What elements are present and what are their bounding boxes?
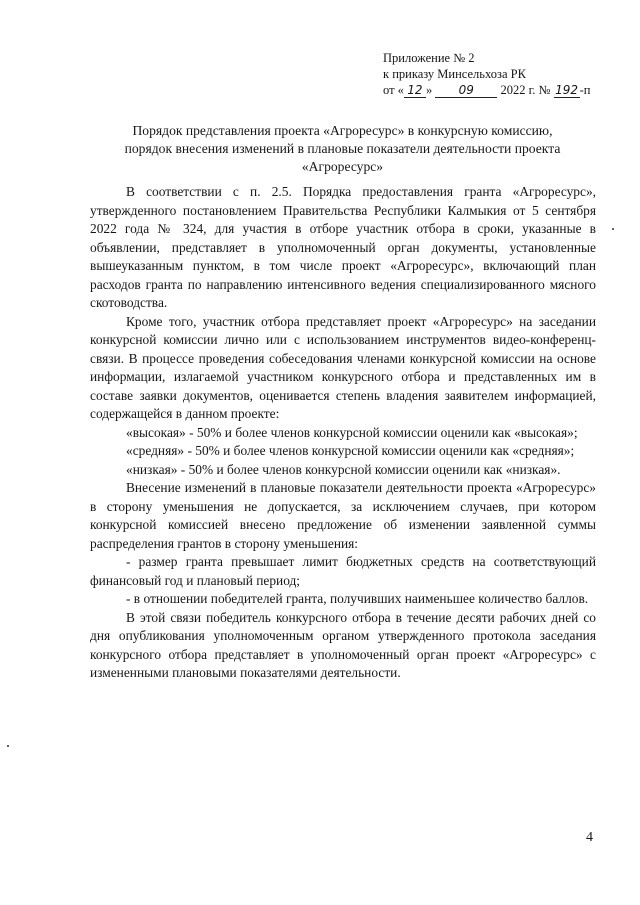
approval-date-line bbox=[383, 82, 613, 98]
date-prefix: от « bbox=[383, 83, 404, 97]
approval-suffix: -п bbox=[579, 83, 591, 97]
document-title bbox=[95, 122, 590, 176]
paragraph-winner-obligation: В этой связи победитель конкурсного отбора в течение десяти рабочих дней со дня опубликования уполномоченным органом утвержденного протокола заседания конкурсного отбора представляет в уполномоченный орган проект «Агроресурс» с измененными плановыми показателями деятельности. bbox=[90, 609, 596, 680]
scan-speck bbox=[612, 228, 614, 230]
paragraph-rating-low: «низкая» - 50% и более членов конкурсной комиссии оценили как «низкая». bbox=[126, 461, 561, 477]
title-line-1: Порядок представления проекта «Агроресурс» в конкурсную комиссию, bbox=[132, 123, 553, 138]
approval-block bbox=[383, 50, 613, 98]
paragraph-rating-medium: «средняя» - 50% и более членов конкурсной комиссии оценили как «средняя»; bbox=[126, 443, 575, 458]
document-body bbox=[90, 183, 596, 683]
date-mid: » bbox=[425, 83, 433, 97]
approval-year: 2022 г. № bbox=[500, 83, 551, 97]
approval-month: 09 bbox=[435, 84, 497, 98]
title-line-2: порядок внесения изменений в плановые показатели деятельности проекта bbox=[124, 141, 561, 156]
approval-day: 12 bbox=[404, 84, 426, 98]
paragraph-bullet-winners: - в отношении победителей гранта, получивших наименьшее количество баллов. bbox=[126, 591, 589, 606]
paragraph-bullet-limit: - размер гранта превышает лимит бюджетных средств на соответствующий финансовый год и плановый период; bbox=[90, 554, 596, 588]
paragraph-changes: Внесение изменений в плановые показатели деятельности проекта «Агроресурс» в сторону уменьшения не допускается, за исключением случаев, при котором конкурсной комиссией внесено предложение об изменении заявленной суммы распределения грантов в сторону уменьшения: bbox=[90, 480, 596, 551]
title-line-3: «Агроресурс» bbox=[301, 159, 384, 174]
paragraph-commission-interview: Кроме того, участник отбора представляет проект «Агроресурс» на заседании конкурсной комиссии лично или с использованием инструментов видео-конференц-связи. В процессе проведения собеседования членами конкурсной комиссии на основе информации, излагаемой участником конкурсного отбора и представленных им в составе заявки документов, оценивается степень владения заявителем информацией, содержащейся в данном проекте: bbox=[90, 313, 596, 421]
scan-speck bbox=[7, 745, 9, 747]
page-number: 4 bbox=[586, 830, 593, 845]
approval-appendix: Приложение № 2 bbox=[383, 51, 475, 65]
paragraph-grant-basis: В соответствии с п. 2.5. Порядка предоставления гранта «Агроресурс», утвержденного постановлением Правительства Республики Калмыкия от 5 сентября 2022 года № 324, для участия в отборе участник отбора в сроки, указанные в объявлении, представляет в уполномоченный орган документы, установленные вышеуказанным пунктом, в том числе проект «Агроресурс», включающий план расходов гранта по направлению интенсивного ведения специализированного мясного скотоводства. bbox=[90, 184, 596, 310]
paragraph-rating-high: «высокая» - 50% и более членов конкурсной комиссии оценили как «высокая»; bbox=[126, 424, 578, 440]
approval-number: 192 bbox=[555, 83, 579, 97]
approval-order-ref: к приказу Минсельхоза РК bbox=[383, 67, 526, 81]
